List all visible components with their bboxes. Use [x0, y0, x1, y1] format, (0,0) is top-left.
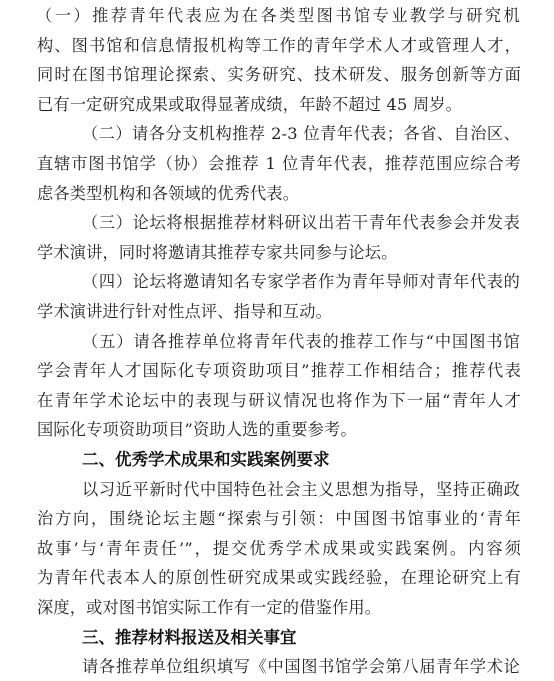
paragraph-3-line-1: （三）论坛将根据推荐材料研议出若干青年代表参会并发表	[82, 213, 520, 233]
paragraph-1-line-1: （一）推荐青年代表应为在各类型图书馆专业教学与研究机	[36, 6, 520, 25]
paragraph-1-line-3: 同时在图书馆理论探索、实务研究、技术研发、服务创新等方面	[37, 65, 521, 85]
paragraph-5-line-4: 国际化专项资助项目”资助人选的重要参考。	[37, 420, 357, 440]
section-2-heading: 二、优秀学术成果和实践案例要求	[82, 450, 330, 469]
paragraph-2-line-3: 虑各类型机构和各领域的优秀代表。	[37, 183, 300, 203]
paragraph-3-line-2: 学术演讲，同时将邀请其推荐专家共同参与论坛。	[37, 242, 398, 262]
paragraph-2-line-2: 直辖市图书馆学（协）会推荐 1 位青年代表，推荐范围应综合考	[37, 154, 521, 173]
paragraph-5-line-2: 学会青年人才国际化专项资助项目”推荐工作相结合；推荐代表	[37, 361, 521, 381]
paragraph-2-line-1: （二）请各分支机构推荐 2-3 位青年代表；各省、自治区、	[82, 124, 520, 144]
section-2-line-1: 以习近平新时代中国特色社会主义思想为指导，坚持正确政	[82, 479, 520, 499]
paragraph-4-line-2: 学术演讲进行针对性点评、指导和互动。	[37, 302, 332, 321]
paragraph-1-line-2: 构、图书馆和信息情报机构等工作的青年学术人才或管理人才，	[37, 35, 521, 55]
paragraph-5-line-3: 在青年学术论坛中的表现与研议情况也将作为下一届“青年人才	[37, 390, 521, 410]
section-2-line-3: 故事’与‘青年责任’”，提交优秀学术成果或实践案例。内容须	[37, 538, 521, 558]
paragraph-4-line-1: （四）论坛将邀请知名专家学者作为青年导师对青年代表的	[82, 272, 520, 292]
section-3-heading: 三、推荐材料报送及相关事宜	[82, 627, 297, 647]
paragraph-5-line-1: （五）请各推荐单位将青年代表的推荐工作与“中国图书馆	[82, 331, 520, 351]
section-2-line-4: 为青年代表本人的原创性研究成果或实践经验，在理论研究上有	[37, 568, 521, 588]
section-2-line-2: 治方向，围绕论坛主题“探索与引领：中国图书馆事业的‘青年	[37, 509, 521, 529]
section-3-line-1: 请各推荐单位组织填写《中国图书馆学会第八届青年学术论	[82, 657, 520, 677]
section-2-line-5: 深度，或对图书馆实际工作有一定的借鉴作用。	[37, 598, 382, 617]
paragraph-1-line-4: 已有一定研究成果或取得显著成绩，年龄不超过 45 周岁。	[37, 94, 462, 114]
